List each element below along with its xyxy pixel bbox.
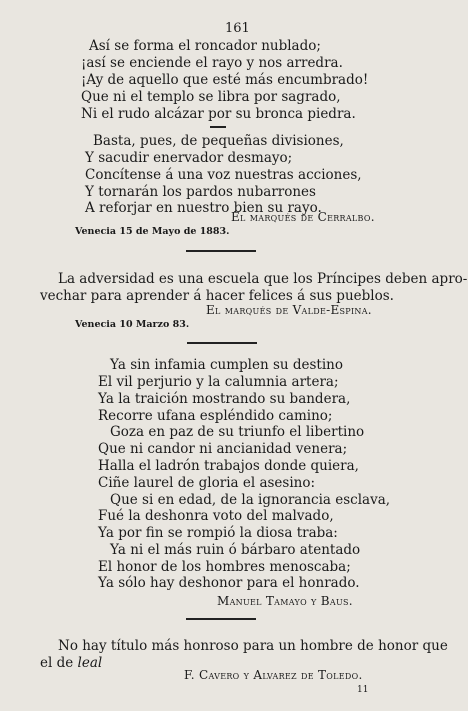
signature-mark: 11 <box>357 685 369 695</box>
section-divider <box>186 250 256 252</box>
verse-line: ¡así se enciende el rayo y nos arredra. <box>81 55 343 71</box>
verse-line: Ya por fin se rompió la diosa traba: <box>98 525 338 541</box>
author-signature: El marqués de Valde-Espina. <box>206 303 372 317</box>
verse-line: Ya sin infamia cumplen su destino <box>110 357 343 373</box>
prose-line: el de leal <box>40 655 103 671</box>
verse-line: Ya la traición mostrando su bandera, <box>98 391 351 407</box>
verse-line: Y tornarán los pardos nubarrones <box>85 184 316 200</box>
page-number: 161 <box>225 21 250 36</box>
prose-line: No hay título más honroso para un hombre de honor que <box>58 638 448 654</box>
verse-line: Recorre ufana espléndido camino; <box>98 408 333 424</box>
prose-line: La adversidad es una escuela que los Príncipes deben apro- <box>58 271 468 287</box>
verse-line: Halla el ladrón trabajos donde quiera, <box>98 458 359 474</box>
verse-line: Basta, pues, de pequeñas divisiones, <box>93 133 344 149</box>
verse-line: Ya ni el más ruin ó bárbaro atentado <box>110 542 361 558</box>
verse-line: El vil perjurio y la calumnia artera; <box>98 374 339 390</box>
verse-line: Ya sólo hay deshonor para el honrado. <box>98 575 360 591</box>
verse-line: Y sacudir enervador desmayo; <box>85 150 293 166</box>
verse-line: Que si en edad, de la ignorancia esclava, <box>110 492 391 508</box>
verse-line: Goza en paz de su triunfo el libertino <box>110 424 365 440</box>
dateline: Venecia 10 Marzo 83. <box>75 319 190 330</box>
verse-line: El honor de los hombres menoscaba; <box>98 559 351 575</box>
dateline: Venecia 15 de Mayo de 1883. <box>75 226 230 237</box>
verse-line: ¡Ay de aquello que esté más encumbrado! <box>81 72 369 88</box>
verse-line: Fué la deshonra voto del malvado, <box>98 508 334 524</box>
verse-line: Así se forma el roncador nublado; <box>89 38 321 54</box>
section-divider <box>186 618 256 620</box>
verse-line: A reforjar en nuestro bien su rayo. <box>85 200 322 216</box>
section-divider <box>187 342 257 344</box>
author-signature: F. Cavero y Alvarez de Toledo. <box>184 668 363 682</box>
verse-line: Ni el rudo alcázar por su bronca piedra. <box>81 106 356 122</box>
author-signature: Manuel Tamayo y Baus. <box>217 594 353 608</box>
author-signature: El marqués de Cerralbo. <box>231 210 375 224</box>
verse-line: Ciñe laurel de gloria el asesino: <box>98 475 316 491</box>
verse-line: Concítense á una voz nuestras acciones, <box>85 167 362 183</box>
stanza-divider <box>210 126 226 128</box>
verse-line: Que ni el templo se libra por sagrado, <box>81 89 341 105</box>
prose-line: vechar para aprender á hacer felices á sus pueblos. <box>40 288 394 304</box>
verse-line: Que ni candor ni ancianidad venera; <box>98 441 348 457</box>
